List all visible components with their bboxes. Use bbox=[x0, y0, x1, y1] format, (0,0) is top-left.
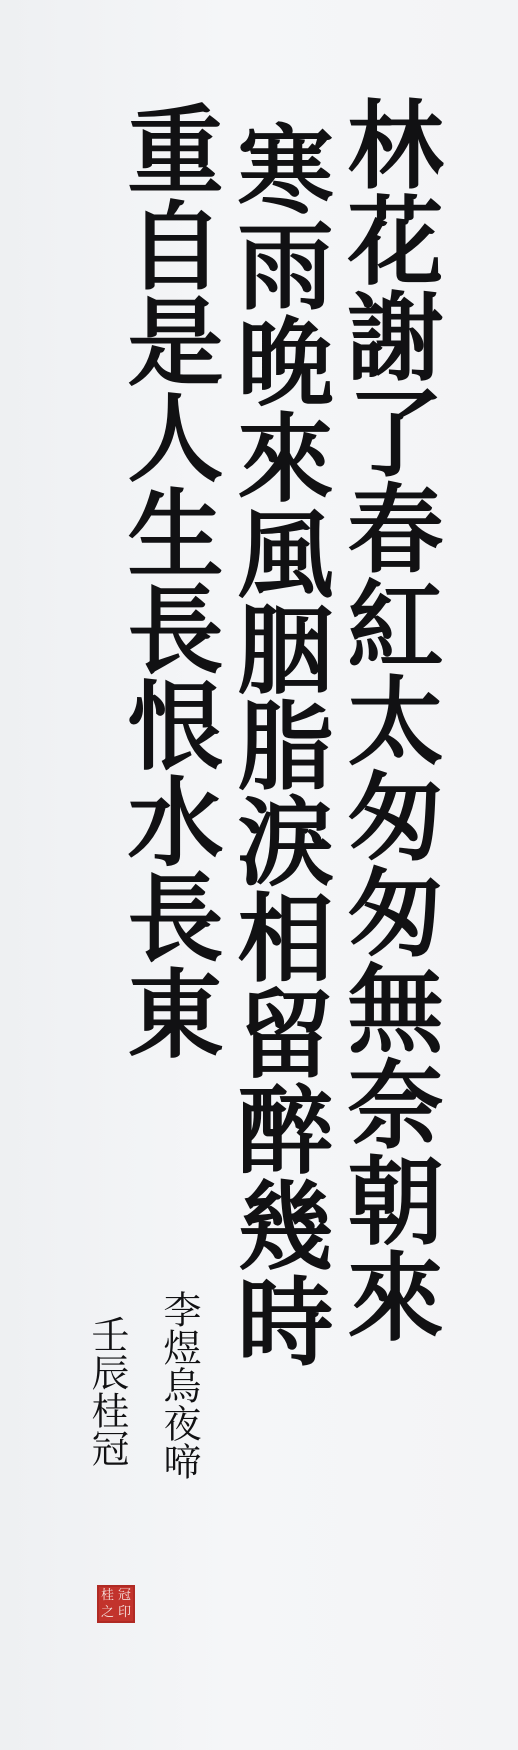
poem-column-1: 林花謝了春紅太匆匆無奈朝來 bbox=[332, 95, 445, 1343]
author-signature: 壬辰桂冠 bbox=[85, 1315, 129, 1467]
seal-char: 冠 bbox=[117, 1588, 131, 1603]
poem-column-3: 重自是人生長恨水長東 bbox=[112, 100, 225, 1060]
inscription-title: 李煜烏夜啼 bbox=[157, 1290, 201, 1480]
seal-char: 桂 bbox=[100, 1588, 114, 1603]
poem-column-2: 寒雨晚來風胭脂淚相留醉幾時 bbox=[222, 120, 335, 1368]
seal-char: 之 bbox=[100, 1605, 114, 1620]
red-seal-stamp bbox=[97, 1585, 135, 1623]
seal-char: 印 bbox=[117, 1605, 131, 1620]
